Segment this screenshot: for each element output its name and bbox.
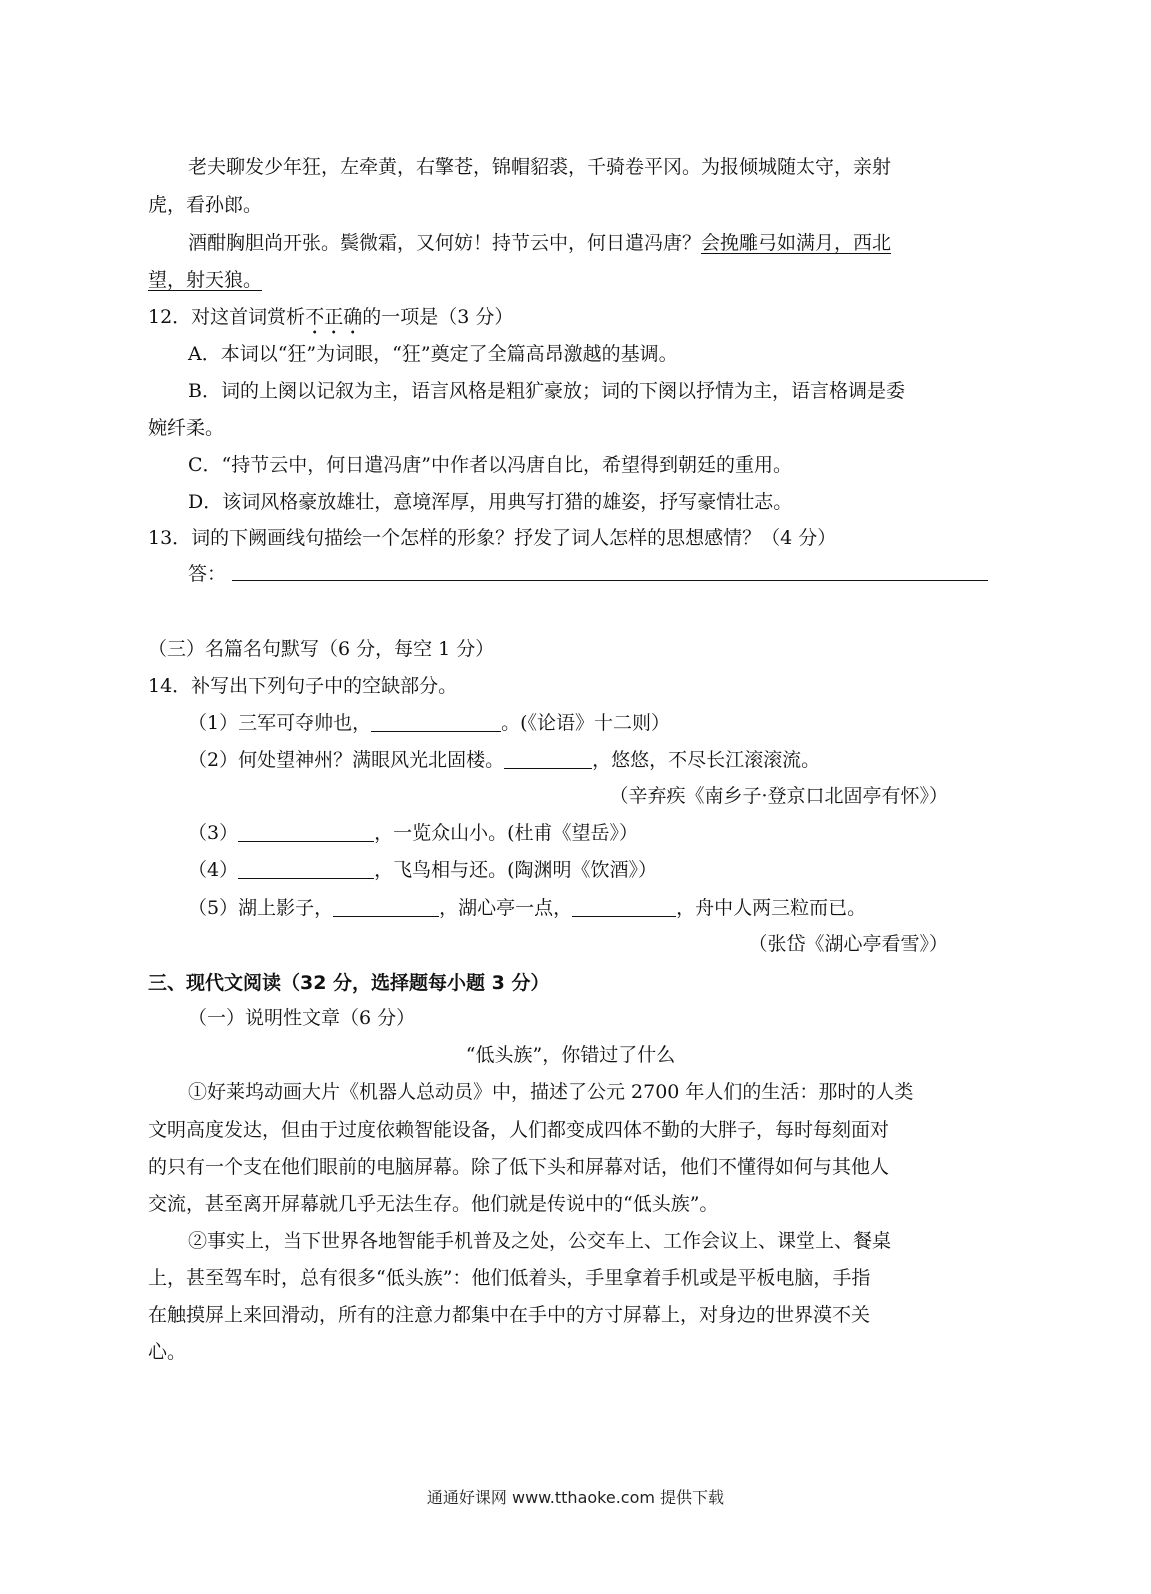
q14-item-2 bbox=[188, 748, 993, 772]
q14-item-1-b: 。(《论语》十二则） bbox=[501, 712, 671, 734]
q12-option-a: A．本词以“狂”为词眼，“狂”奠定了全篇高昂激越的基调。 bbox=[188, 343, 678, 365]
paragraph-1-line-3: 的只有一个支在他们眼前的电脑屏幕。除了低下头和屏幕对话，他们不懂得如何与其他人 bbox=[148, 1156, 890, 1178]
q14-item-5-a: （5）湖上影子， bbox=[188, 897, 334, 919]
q13-answer-line bbox=[232, 580, 988, 581]
paragraph-2-line-2: 上，甚至驾车时，总有很多“低头族”：他们低着头，手里拿着手机或是平板电脑，手指 bbox=[148, 1267, 871, 1289]
q12-option-c: C．“持节云中，何日遣冯唐”中作者以冯唐自比，希望得到朝廷的重用。 bbox=[188, 454, 792, 476]
q12-stem-emphasis: 不正确 bbox=[305, 306, 363, 328]
q14-item-4-b: ，飞鸟相与还。(陶渊明《饮酒》） bbox=[374, 859, 658, 881]
q14-item-3-a: （3） bbox=[188, 822, 239, 844]
q12-stem-b: 的一项是（3 分） bbox=[362, 306, 514, 328]
poem-line-3-plain: 酒酣胸胆尚开张。鬓微霜，又何妨！持节云中，何日遣冯唐？ bbox=[188, 232, 702, 254]
poem-line-3 bbox=[188, 231, 993, 255]
part-3-title: 三、现代文阅读（32 分，选择题每小题 3 分） bbox=[148, 972, 550, 994]
paragraph-2-line-1: ②事实上，当下世界各地智能手机普及之处，公交车上、工作会议上、课堂上、餐桌 bbox=[188, 1230, 892, 1252]
paragraph-1-line-4: 交流，甚至离开屏幕就几乎无法生存。他们就是传说中的“低头族”。 bbox=[148, 1193, 719, 1215]
q14-item-2-b: ，悠悠，不尽长江滚滚流。 bbox=[592, 749, 821, 771]
q14-item-4-a: （4） bbox=[188, 859, 239, 881]
blank-6 bbox=[572, 898, 676, 917]
paragraph-2-line-4: 心。 bbox=[148, 1341, 187, 1363]
q14-item-3 bbox=[188, 821, 993, 845]
q13-stem: 13．词的下阙画线句描绘一个怎样的形象？抒发了词人怎样的思想感情？（4 分） bbox=[148, 527, 837, 549]
blank-5 bbox=[333, 898, 439, 917]
blank-1 bbox=[371, 713, 501, 732]
poem-line-1: 老夫聊发少年狂，左牵黄，右擎苍，锦帽貂裘，千骑卷平冈。为报倾城随太守，亲射 bbox=[188, 156, 892, 178]
poem-line-4-underlined: 望，射天狼。 bbox=[148, 269, 263, 291]
q14-item-5-c: ，舟中人两三粒而已。 bbox=[676, 897, 867, 919]
blank-4 bbox=[238, 860, 374, 879]
q12-stem bbox=[148, 305, 993, 339]
q12-option-b-1: B．词的上阕以记叙为主，语言风格是粗犷豪放；词的下阕以抒情为主，语言格调是委 bbox=[188, 380, 905, 402]
q14-item-2-source: （辛弃疾《南乡子·登京口北固亭有怀》） bbox=[609, 785, 948, 807]
q12-option-b-2: 婉纤柔。 bbox=[148, 417, 225, 439]
q14-item-4 bbox=[188, 858, 993, 882]
poem-line-4 bbox=[148, 268, 993, 292]
blank-2 bbox=[504, 750, 592, 769]
q14-stem: 14．补写出下列句子中的空缺部分。 bbox=[148, 675, 458, 697]
paragraph-1-line-1: ①好莱坞动画大片《机器人总动员》中，描述了公元 2700 年人们的生活：那时的人类 bbox=[188, 1081, 914, 1103]
q14-item-5-source: （张岱《湖心亭看雪》） bbox=[748, 933, 948, 955]
q13-answer-label: 答： bbox=[188, 563, 227, 585]
article-title: “低头族”，你错过了什么 bbox=[465, 1044, 676, 1066]
q14-item-5 bbox=[188, 896, 993, 920]
paragraph-1-line-2: 文明高度发达，但由于过度依赖智能设备，人们都变成四体不勤的大胖子，每时每刻面对 bbox=[148, 1119, 890, 1141]
q14-item-3-b: ，一览众山小。(杜甫《望岳》） bbox=[374, 822, 639, 844]
footer-watermark: 通通好课网 www.tthaoke.com 提供下载 bbox=[426, 1488, 725, 1507]
poem-line-3-underlined: 会挽雕弓如满月，西北 bbox=[701, 232, 892, 254]
section-3-title: （三）名篇名句默写（6 分，每空 1 分） bbox=[148, 638, 495, 660]
q12-option-d: D．该词风格豪放雄壮，意境浑厚，用典写打猎的雄姿，抒写豪情壮志。 bbox=[188, 491, 793, 513]
paragraph-2-line-3: 在触摸屏上来回滑动，所有的注意力都集中在手中的方寸屏幕上，对身边的世界漠不关 bbox=[148, 1304, 871, 1326]
poem-line-2: 虎，看孙郎。 bbox=[148, 194, 263, 216]
blank-3 bbox=[238, 823, 374, 842]
q14-item-1 bbox=[188, 711, 993, 735]
part-3-subtitle: （一）说明性文章（6 分） bbox=[188, 1007, 416, 1029]
q12-stem-a: 12．对这首词赏析 bbox=[148, 306, 306, 328]
q14-item-1-a: （1）三军可夺帅也， bbox=[188, 712, 372, 734]
q14-item-5-b: ，湖心亭一点， bbox=[439, 897, 573, 919]
q14-item-2-a: （2）何处望神州？满眼风光北固楼。 bbox=[188, 749, 505, 771]
